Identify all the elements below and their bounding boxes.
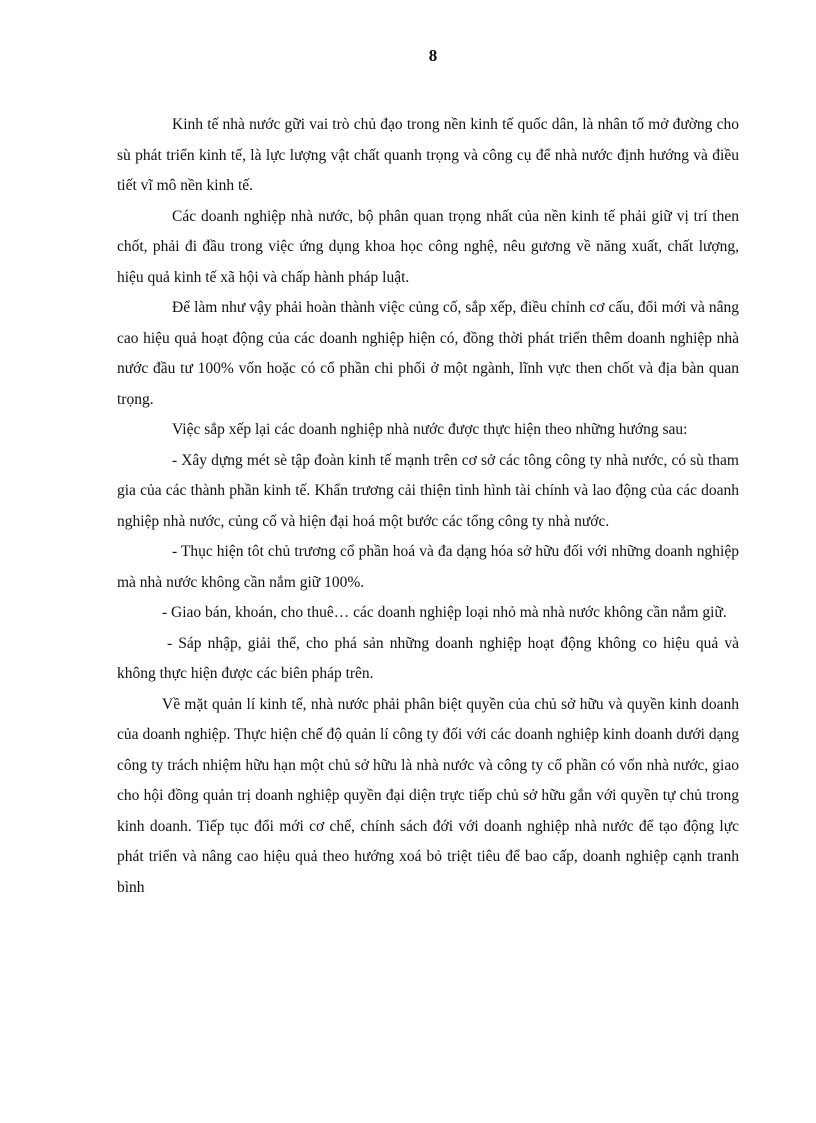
paragraph-economic-management: Về mặt quản lí kinh tế, nhà nước phải phân biệt quyền của chủ sở hữu và quyền kinh doanh của doanh nghiệp. Thực hiện chế độ quản lí công ty đối với các doanh nghiệp kinh doanh dưới dạng công ty trách nhiệm hữu hạn một chủ sở hữu là nhà nước và công ty cổ phần có vốn nhà nước, giao cho hội đồng quản trị doanh nghiệp quyền đại diện trực tiếp chủ sở hữu gắn với quyền tự chủ trong kinh doanh. Tiếp tục đổi mới cơ chế, chính sách đới với doanh nghiệp nhà nước để tạo động lực phát triển và nâng cao hiệu quả theo hướng xoá bỏ triệt tiêu để bao cấp, doanh nghiệp cạnh tranh bình: [117, 695, 739, 896]
paragraph-rearrangement-intro: Việc sắp xếp lại các doanh nghiệp nhà nước được thực hiện theo những hướng sau:: [172, 421, 688, 438]
list-item-sale-lease: - Giao bán, khoán, cho thuê… các doanh nghiệp loại nhỏ mà nhà nước không cần nắm giữ.: [162, 604, 727, 621]
body-text: [117, 110, 739, 903]
paragraph-state-economy-role: Kinh tế nhà nước gữi vai trò chủ đạo trong nền kinh tế quốc dân, là nhân tố mở đường cho sù phát triển kinh tế, là lực lượng vật chất quanh trọng và công cụ để nhà nước định hướng và điều tiết vĩ mô nền kinh tế.: [117, 116, 739, 194]
paragraph-restructuring: Để làm như vậy phải hoàn thành việc củng cố, sắp xếp, điều chỉnh cơ cấu, đổi mới và nâng cao hiệu quả hoạt động của các doanh nghiệp hiện có, đồng thời phát triển thêm doanh nghiệp nhà nước đầu tư 100% vốn hoặc có cổ phần chi phối ở một ngành, lĩnh vực then chốt và địa bàn quan trọng.: [117, 299, 739, 408]
page-number: 8: [428, 46, 438, 65]
paragraph-state-enterprises: Các doanh nghiệp nhà nước, bộ phân quan trọng nhất của nền kinh tế phải giữ vị trí then chốt, phải đi đầu trong việc ứng dụng khoa học công nghệ, nêu gương về năng xuất, chất lượng, hiệu quả kinh tế xã hội và chấp hành pháp luật.: [117, 207, 739, 286]
list-item-economic-groups: - Xây dựng mét sè tập đoàn kinh tế mạnh trên cơ sở các tông công ty nhà nước, có sù tham gia của các thành phần kinh tế. Khẩn trương cải thiện tình hình tài chính và lao động của các doanh nghiệp nhà nước, củng cố và hiện đại hoá một bước các tổng công ty nhà nước.: [117, 451, 739, 530]
list-item-equitization: - Thục hiện tôt chủ trương cổ phần hoá và đa dạng hóa sở hữu đối với những doanh nghiệp mà nhà nước không cần nắm giữ 100%.: [117, 543, 739, 591]
list-item-merger-dissolution: - Sáp nhập, giải thể, cho phá sản những doanh nghiệp hoạt động không co hiệu quả và không thực hiện được các biên pháp trên.: [117, 634, 739, 682]
